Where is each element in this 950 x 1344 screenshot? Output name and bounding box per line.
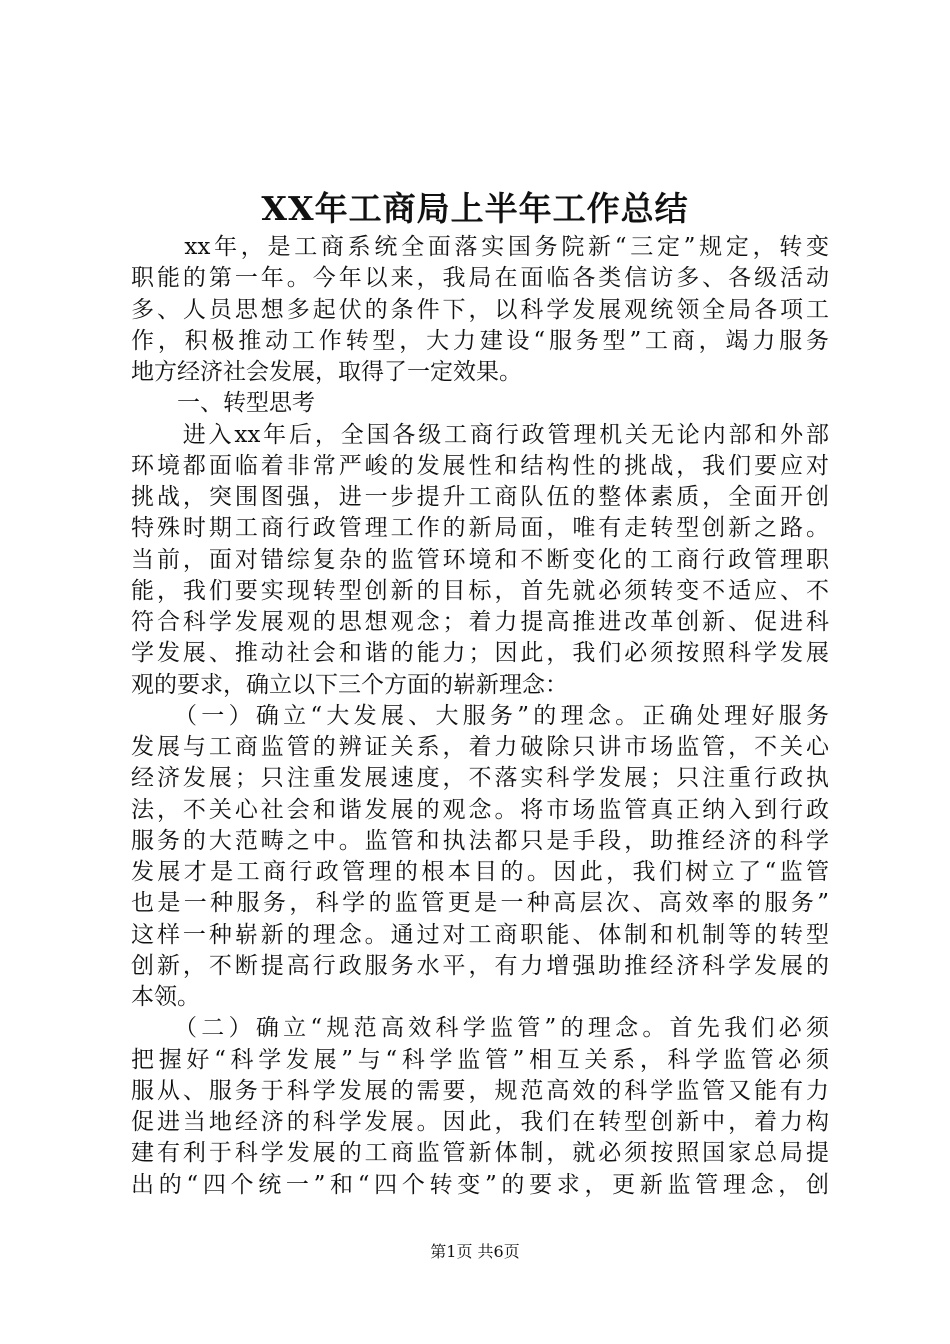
- text-line: 这样一种崭新的理念。通过对工商职能、体制和机制等的转型: [131, 921, 829, 948]
- text-line: 服务的大范畴之中。监管和执法都只是手段，助推经济的科学: [131, 827, 829, 854]
- text-line: 促进当地经济的科学发展。因此，我们在转型创新中，着力构: [131, 1109, 829, 1135]
- text-line: 地方经济社会发展，取得了一定效果。: [131, 359, 522, 385]
- text-line: 职能的第一年。今年以来，我局在面临各类信访多、各级活动: [131, 265, 829, 292]
- text-line: 建有利于科学发展的工商监管新体制，就必须按照国家总局提: [131, 1140, 829, 1167]
- text-line: 本领。: [131, 984, 200, 1010]
- text-line: 创新，不断提高行政服务水平，有力增强助推经济科学发展的: [131, 952, 829, 979]
- document-title: XX年工商局上半年工作总结: [261, 189, 689, 228]
- text-line: 学发展、推动社会和谐的能力；因此，我们必须按照科学发展: [131, 640, 829, 667]
- text-line: 符合科学发展观的思想观念；着力提高推进改革创新、促进科: [131, 609, 829, 635]
- text-line: 也是一种服务，科学的监管更是一种高层次、高效率的服务”: [131, 890, 829, 917]
- text-line: 服从、服务于科学发展的需要，规范高效的科学监管又能有力: [131, 1077, 829, 1104]
- text-line: 作，积极推动工作转型，大力建设“服务型”工商，竭力服务: [131, 327, 829, 354]
- text-line: 发展才是工商行政管理的根本目的。因此，我们树立了“监管: [131, 859, 829, 885]
- text-line: 一、转型思考: [131, 390, 315, 417]
- text-line: 进入xx年后，全国各级工商行政管理机关无论内部和外部: [131, 421, 829, 448]
- text-line: 把握好“科学发展”与“科学监管”相互关系，科学监管必须: [131, 1046, 829, 1073]
- text-line: 当前，面对错综复杂的监管环境和不断变化的工商行政管理职: [131, 546, 829, 573]
- text-line: （二）确立“规范高效科学监管”的理念。首先我们必须: [131, 1015, 829, 1042]
- document-body: [131, 232, 829, 1201]
- page-footer: 第1页 共6页: [430, 1242, 520, 1261]
- text-line: 观的要求，确立以下三个方面的崭新理念：: [131, 671, 568, 698]
- text-line: 法，不关心社会和谐发展的观念。将市场监管真正纳入到行政: [131, 796, 829, 823]
- text-line: 经济发展；只注重发展速度，不落实科学发展；只注重行政执: [131, 765, 829, 792]
- text-line: 能，我们要实现转型创新的目标，首先就必须转变不适应、不: [131, 577, 829, 604]
- text-line: 发展与工商监管的辨证关系，着力破除只讲市场监管，不关心: [131, 734, 829, 760]
- text-line: 出的“四个统一”和“四个转变”的要求，更新监管理念，创: [131, 1171, 829, 1198]
- text-line: 特殊时期工商行政管理工作的新局面，唯有走转型创新之路。: [131, 515, 829, 542]
- text-line: xx年，是工商系统全面落实国务院新“三定”规定，转变: [131, 234, 829, 260]
- text-line: 环境都面临着非常严峻的发展性和结构性的挑战，我们要应对: [131, 452, 829, 479]
- text-line: 挑战，突围图强，进一步提升工商队伍的整体素质，全面开创: [131, 484, 829, 510]
- text-line: （一）确立“大发展、大服务”的理念。正确处理好服务: [131, 702, 829, 729]
- text-line: 多、人员思想多起伏的条件下，以科学发展观统领全局各项工: [131, 296, 829, 323]
